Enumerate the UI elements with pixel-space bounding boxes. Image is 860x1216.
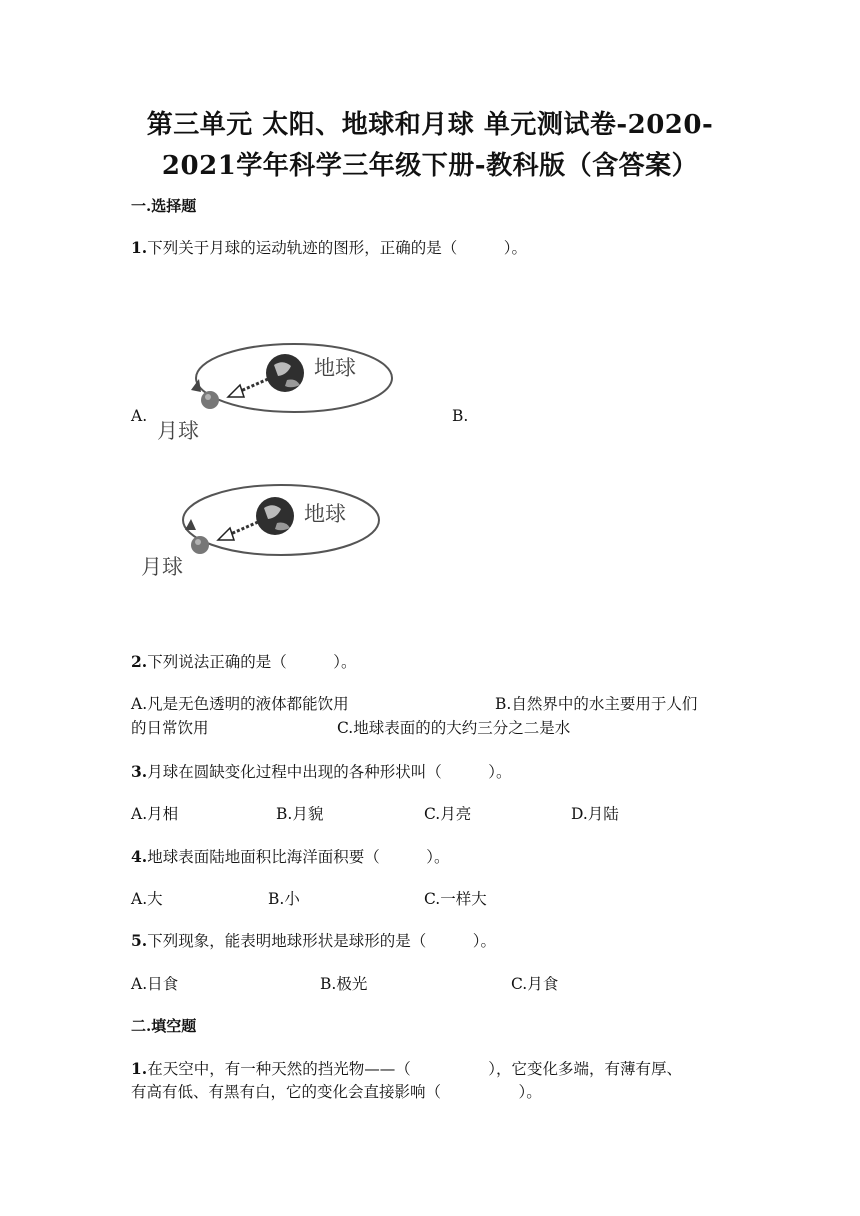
fill-question-1-line2: 有高有低、有黑有白，它的变化会直接影响（ ）。 — [131, 1083, 542, 1101]
question-2 — [131, 650, 356, 672]
option-b: B.极光 — [320, 975, 368, 993]
section-heading-choice: 一.选择题 — [131, 197, 197, 215]
fill-question-1 — [131, 1057, 682, 1079]
option-c: C.月食 — [511, 975, 559, 993]
question-number: 1. — [131, 1059, 148, 1078]
section-heading-fill-blank: 二.填空题 — [131, 1017, 197, 1035]
option-b: B. — [452, 407, 469, 425]
question-number: 4. — [131, 847, 148, 866]
option-b: B.月貌 — [276, 805, 324, 823]
question-text: 下列关于月球的运动轨迹的图形，正确的是（ ）。 — [147, 239, 527, 257]
option-b: B.自然界中的水主要用于人们 — [495, 695, 698, 713]
option-c: C.一样大 — [424, 890, 487, 908]
question-5 — [131, 929, 496, 951]
question-text: 下列现象，能表明地球形状是球形的是（ ）。 — [147, 932, 496, 950]
option-a: A.月相 — [131, 805, 179, 823]
question-3 — [131, 760, 511, 782]
question-number: 5. — [131, 931, 148, 950]
option-c: C.月亮 — [424, 805, 472, 823]
question-1 — [131, 236, 527, 258]
option-a: A. — [131, 407, 148, 425]
option-a: A.日食 — [131, 975, 179, 993]
question-text: 在天空中，有一种天然的挡光物——（ ），它变化多端，有薄有厚、 — [147, 1060, 682, 1078]
page-title-line1: 第三单元 太阳、地球和月球 单元测试卷-2020- — [146, 110, 714, 140]
moon-label: 月球 — [141, 555, 183, 579]
question-number: 3. — [131, 762, 148, 781]
option-d: D.月陆 — [571, 805, 619, 823]
moon-orbit-figure-a — [150, 335, 410, 445]
moon-orbit-figure-b — [136, 478, 396, 588]
question-text: 下列说法正确的是（ ）。 — [147, 653, 357, 671]
option-b: B.小 — [268, 890, 300, 908]
question-number: 1. — [131, 238, 148, 257]
question-text: 月球在圆缺变化过程中出现的各种形状叫（ ）。 — [147, 763, 512, 781]
page-title-line2: 2021学年科学三年级下册-教科版（含答案） — [161, 151, 699, 181]
earth-label: 地球 — [304, 502, 346, 526]
option-a: A.凡是无色透明的液体都能饮用 — [131, 695, 349, 713]
moon-label: 月球 — [157, 419, 199, 443]
question-text: 地球表面陆地面积比海洋面积要（ ）。 — [147, 848, 450, 866]
option-a: A.大 — [131, 890, 163, 908]
question-4 — [131, 845, 449, 867]
earth-label: 地球 — [314, 356, 356, 380]
option-c: C.地球表面的的大约三分之二是水 — [337, 719, 571, 737]
option-b-continued: 的日常饮用 — [131, 719, 209, 737]
question-number: 2. — [131, 652, 148, 671]
